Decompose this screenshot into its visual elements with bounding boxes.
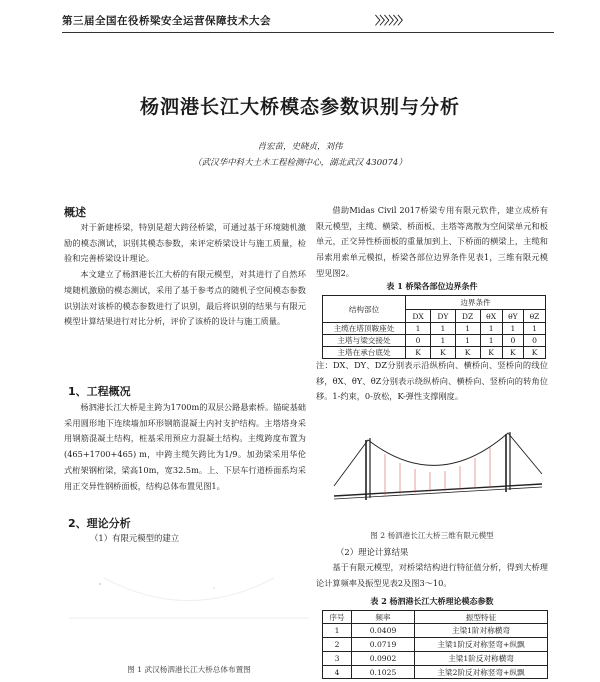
subsection-fe-model: （1）有限元模型的建立 [90,533,180,543]
section2-heading: 2、理论分析 [68,517,131,530]
table2-cell-freq: 0.0719 [352,638,415,652]
table1-cell: 1 [502,323,523,335]
table1-header-part: 结构部位 [323,296,406,323]
fe-model-paragraph: 借助Midas Civil 2017桥梁专用有限元软件，建立成桥有限元模型，主缆、横梁、桥面板、主塔等离散为空间梁单元和板单元，正交异性桥面板的重量加到上、下桥面的横梁上，主缆和吊索用索单元模拟，桥梁各部位边界条件见表1，三维有限元模型见图2。 [316,205,548,278]
table2-cell-freq: 0.1025 [352,666,415,679]
table1-cell: 1 [480,323,502,335]
table1-cell-part: 主塔与梁交接处 [323,335,406,347]
figure1-caption: 图 1 武汉杨泗港长江大桥总体布置图 [127,665,251,674]
table1-note [316,358,548,405]
conference-header: 第三届全国在役桥梁安全运营保障技术大会 [62,15,271,27]
table2-cell-mode: 主梁1阶反对称竖弯+纵飘 [415,638,548,652]
table2-cell-no: 4 [323,666,352,679]
table-row [323,323,546,335]
table1-cell: 0 [524,335,546,347]
fe-model-body [316,203,548,282]
results-paragraph: 基于有限元模型，对桥梁结构进行特征值分析，得到大桥理论计算频率及振型见表2及图3～10。 [316,562,548,588]
table-row [323,666,548,679]
table2-cell-no: 3 [323,652,352,666]
table1-cell: 0 [406,335,431,347]
table1-cell: K [524,347,546,359]
table1-dof: DY [431,310,455,323]
table2 [322,610,548,679]
table2-header-no: 序号 [323,611,352,624]
paper-affiliation: （武汉华中科大土木工程检测中心，湖北武汉 430074） [193,158,407,168]
table2-cell-freq: 0.0902 [352,652,415,666]
table1-cell-part: 主塔在承台底处 [323,347,406,359]
table2-header-freq: 频率 [352,611,415,624]
table1-cell: K [480,347,502,359]
paper-authors: 肖宏苗，史晓贞，刘伟 [257,142,343,152]
subsection-results: （2）理论计算结果 [336,547,409,557]
header-rule [62,32,554,33]
table2-cell-freq: 0.0409 [352,624,415,638]
table2-cell-no: 2 [323,638,352,652]
figure2-caption: 图 2 杨泗港长江大桥三维有限元模型 [370,531,494,540]
table2-header-mode: 振型特征 [415,611,548,624]
table1-header-boundary: 边界条件 [406,296,546,310]
figure2-image [330,428,546,508]
table1-dof: DZ [455,310,480,323]
header-chevrons: 〉〉〉〉〉〉 [375,14,408,27]
overview-heading: 概述 [64,206,86,219]
table1-cell: 1 [431,335,455,347]
table1-cell-part: 主缆在塔顶鞍座处 [323,323,406,335]
table2-cell-mode: 主梁1阶反对称横弯 [415,652,548,666]
overview-paragraph-1: 对于新建桥梁，特别是超大跨径桥梁，可通过基于环境随机激励的模态测试，识别其模态参数，来评定桥梁设计与施工质量，检验和完善桥梁设计理论。 [64,222,306,264]
table1-note-text: 注：DX、DY、DZ分别表示沿纵桥向、横桥向、竖桥向的线位移，θX、θY、θZ分别表示绕纵桥向、横桥向、竖桥向的转角位移。1-约束，0-放松，K-弹性支撑刚度。 [316,360,548,402]
table1-cell: 0 [502,335,523,347]
table-row [323,335,546,347]
table1-cell: 1 [455,335,480,347]
table1-dof: θY [502,310,523,323]
table-row [323,652,548,666]
table-row [323,624,548,638]
table1 [322,295,546,359]
overview-body [64,220,306,330]
section1-heading: 1、工程概况 [68,385,131,398]
section1-body [64,400,306,494]
figure1-image [64,548,314,658]
table1-title: 表 1 桥梁各部位边界条件 [386,281,478,291]
table-row [323,347,546,359]
results-body [316,560,548,591]
table1-cell: 1 [406,323,431,335]
table1-cell: K [455,347,480,359]
table1-dof: θX [480,310,502,323]
table2-cell-mode: 主梁2阶反对称竖弯+纵飘 [415,666,548,679]
table1-cell: K [431,347,455,359]
table1-cell: 1 [480,335,502,347]
table1-cell: 1 [431,323,455,335]
overview-paragraph-2: 本文建立了杨泗港长江大桥的有限元模型，对其进行了自然环境随机激励的模态测试，采用了基于参考点的随机子空间模态参数识别法对该桥的模态参数进行了识别，最后将识别的结果与有限元模型计算结果进行对比分析，评价了该桥的设计与施工质量。 [64,269,306,327]
table2-cell-no: 1 [323,624,352,638]
table1-cell: 1 [455,323,480,335]
table-row [323,638,548,652]
bridge-model-drawing [334,432,542,500]
table2-title: 表 2 杨泗港长江大桥理论模态参数 [370,596,494,606]
table1-dof: DX [406,310,431,323]
table1-cell: 1 [524,323,546,335]
table2-cell-mode: 主梁1阶对称横弯 [415,624,548,638]
table1-dof: θZ [524,310,546,323]
section1-paragraph: 杨泗港长江大桥是主跨为1700m的双层公路悬索桥。锚碇基础采用圆形地下连续墙加环形钢筋混凝土内衬支护结构。主塔塔身采用钢筋混凝土结构，桩基采用预应力混凝土结构。主缆跨度布置为(465+1700+465) m，中跨主缆矢跨比为1/9。加劲梁采用华伦式桁架钢桁梁，梁高10m，宽32.5m。上、下层车行道桥面系均采用正交异性钢桥面板，结构总体布置见图1。 [64,402,306,491]
table1-cell: K [406,347,431,359]
paper-title: 杨泗港长江大桥模态参数识别与分析 [139,96,460,118]
table1-cell: K [502,347,523,359]
